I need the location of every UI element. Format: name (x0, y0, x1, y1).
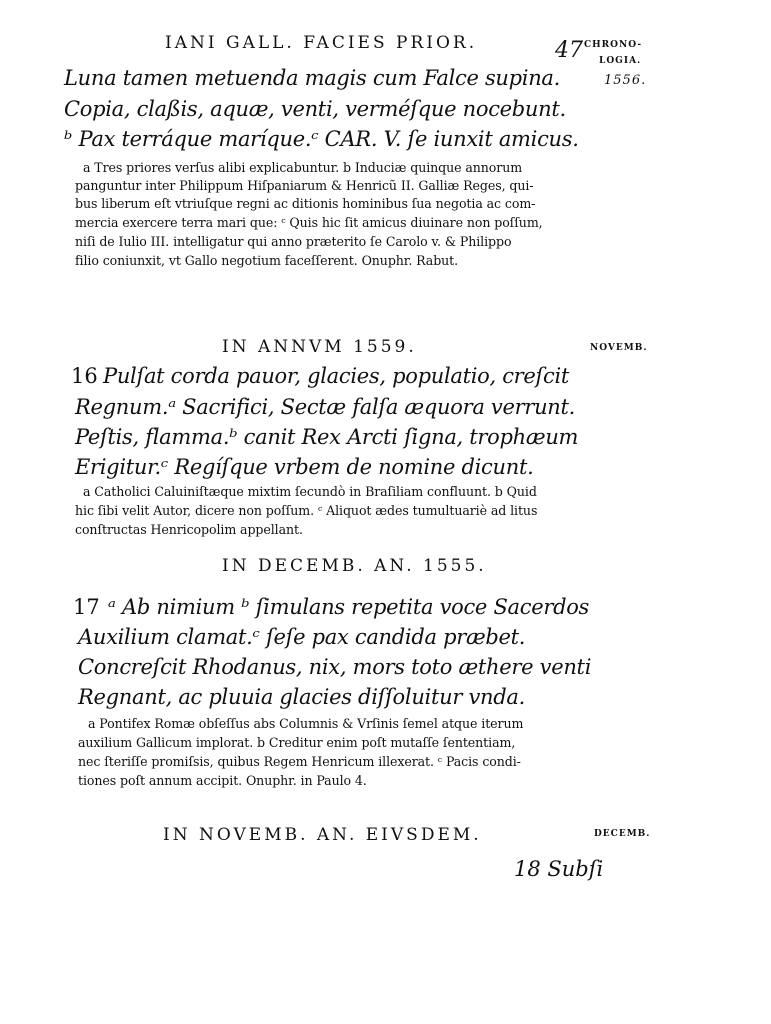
margin-note-month: NOVEMB. (590, 343, 648, 353)
note-line: niſi de Iulio III. intelligatur qui anno præterito ſe Carolo v. & Philippo (75, 234, 512, 249)
margin-note-year: 1556. (604, 73, 647, 88)
verse-number: 17 (73, 595, 100, 619)
note-line: a Catholici Caluiniſtæque mixtim ſecundò in Braſiliam confluunt. b Quid (83, 484, 537, 499)
verse-line: Peſtis, flamma.ᵇ canit Rex Arcti ſigna, trophæum (75, 425, 579, 449)
section-heading: IN NOVEMB. AN. EIVSDEM. (163, 825, 482, 845)
note-line: nec ſteriſſe promiſsis, quibus Regem Henricum illexerat. ᶜ Pacis condi- (78, 754, 521, 769)
section-heading: IN ANNVM 1559. (222, 337, 417, 357)
page-number: 47 (555, 38, 583, 63)
margin-note-month: DECEMB. (594, 829, 651, 839)
verse-line: Copia, claßis, aquæ, venti, verméſque nocebunt. (64, 97, 566, 121)
note-line: hic ſibi velit Autor, dicere non poſſum. ᶜ Aliquot ædes tumultuariè ad litus (75, 503, 538, 518)
note-line: mercia exercere terra mari que: ᶜ Quis hic ſit amicus diuinare non poſſum, (75, 215, 543, 230)
verse-line: Regnum.ᵃ Sacrifici, Sectæ falſa æquora verrunt. (75, 395, 576, 419)
note-line: tiones poſt annum accipit. Onuphr. in Paulo 4. (78, 773, 367, 788)
verse-line: Regnant, ac pluuia glacies diſſoluitur vnda. (78, 685, 525, 709)
note-line: conſtructas Henricopolim appellant. (75, 522, 303, 537)
note-line: bus liberum eſt vtriuſque regni ac ditionis hominibus ſua negotia ac com- (75, 196, 536, 211)
section-heading: IN DECEMB. AN. 1555. (222, 556, 487, 576)
note-line: auxilium Gallicum implorat. b Creditur enim poſt mutaſſe ſententiam, (78, 735, 516, 750)
verse-line: Luna tamen metuenda magis cum Falce supina. (64, 66, 561, 90)
margin-note-chrono: CHRONO- (584, 40, 643, 50)
verse-line: Auxilium clamat.ᶜ ſeſe pax candida præbet. (78, 625, 526, 649)
verse-line: ᵇ Pax terráque maríque.ᶜ CAR. V. ſe iunxit amicus. (64, 127, 579, 151)
catchword: 18 Subſi (514, 857, 604, 881)
verse-number: 16 (71, 364, 98, 388)
verse-line: Erigitur.ᶜ Regíſque vrbem de nomine dicunt. (75, 455, 534, 479)
running-head: IANI GALL. FACIES PRIOR. (165, 33, 478, 53)
note-line: filio coniunxit, vt Gallo negotium faceſſerent. Onuphr. Rabut. (75, 253, 459, 268)
note-line: panguntur inter Philippum Hiſpaniarum & Henricũ II. Galliæ Reges, qui- (75, 178, 534, 193)
margin-note-logia: LOGIA. (599, 56, 642, 66)
verse-line: ᵃ Ab nimium ᵇ ſimulans repetita voce Sacerdos (108, 595, 590, 619)
note-line: a Tres priores verſus alibi explicabuntur. b Induciæ quinque annorum (83, 160, 523, 175)
note-line: a Pontifex Romæ obſeſſus abs Columnis & Vrſinis ſemel atque iterum (88, 716, 524, 731)
verse-line: Concreſcit Rhodanus, nix, mors toto æthere venti (78, 655, 592, 679)
verse-line: Pulſat corda pauor, glacies, populatio, creſcit (103, 364, 570, 388)
